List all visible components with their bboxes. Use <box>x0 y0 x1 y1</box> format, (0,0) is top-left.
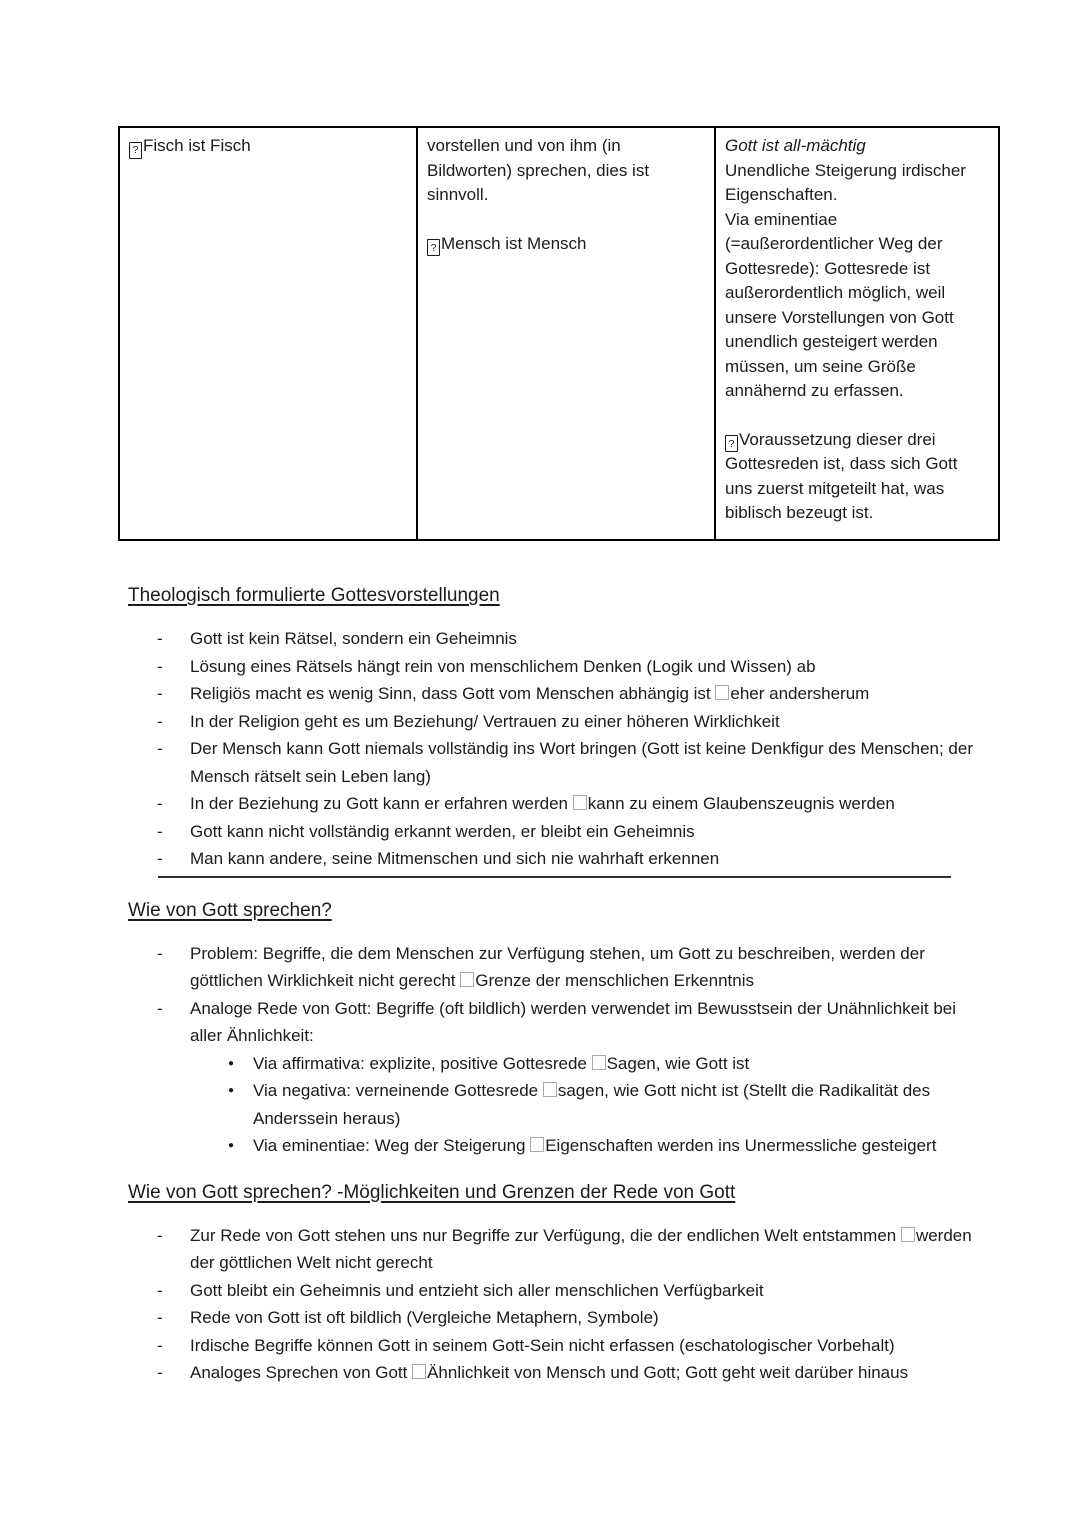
list-item-text: Via negativa: verneinende Gottesrede <box>253 1081 543 1100</box>
table-row <box>119 127 999 540</box>
paragraph <box>725 428 989 526</box>
list-item <box>128 1332 973 1360</box>
bullet-dot-icon: ● <box>228 1140 235 1151</box>
list-item-text: Gott kann nicht vollständig erkannt werden, er bleibt ein Geheimnis <box>190 821 695 841</box>
dash-list-sprechen <box>128 940 973 1160</box>
list-item <box>128 653 973 681</box>
dash-marker-icon: - <box>157 656 163 676</box>
dash-marker-icon: - <box>157 821 163 841</box>
dash-marker-icon: - <box>157 1363 163 1382</box>
paragraph <box>129 134 407 159</box>
list-item-text: Ähnlichkeit von Mensch und Gott; Gott geht weit darüber hinaus <box>427 1363 909 1382</box>
list-item <box>128 1222 973 1277</box>
dash-marker-icon: - <box>157 1335 163 1355</box>
missing-glyph-boxed-question-icon: ? <box>725 435 738 452</box>
list-item-text: Sagen, wie Gott ist <box>606 1053 750 1073</box>
list-item <box>128 818 973 846</box>
list-item-text: Gott bleibt ein Geheimnis und entzieht sich aller menschlichen Verfügbarkeit <box>190 1280 764 1300</box>
paragraph <box>427 232 705 257</box>
dash-marker-icon: - <box>157 998 163 1018</box>
dash-marker-icon: - <box>157 849 163 868</box>
paragraph: Unendliche Steigerung irdischer Eigenschaften. <box>725 160 966 204</box>
missing-glyph-box-icon <box>573 795 587 810</box>
bullet-dot-icon: ● <box>228 1057 235 1069</box>
document-body <box>128 584 973 1387</box>
list-item-text: Zur Rede von Gott stehen uns nur Begriffe zur Verfügung, die der endlichen Welt entstammen <box>190 1225 901 1245</box>
list-item <box>128 940 973 995</box>
dash-marker-icon: - <box>157 629 163 648</box>
list-item <box>128 845 973 873</box>
dash-list-moeglichkeiten <box>128 1222 973 1387</box>
list-item-text: Man kann andere, seine Mitmenschen und sich nie wahrhaft erkennen <box>190 849 720 868</box>
heading-wie-von-gott-sprechen: Wie von Gott sprechen? <box>128 899 332 921</box>
comparison-table <box>118 126 1000 541</box>
missing-glyph-box-icon <box>901 1227 915 1242</box>
list-item-text: Eigenschaften werden ins Unermessliche gesteigert <box>545 1136 937 1155</box>
list-item-text: Via affirmativa: explizite, positive Gottesrede <box>253 1053 592 1073</box>
list-item-text: Analoge Rede von Gott: Begriffe (oft bildlich) werden verwendet im Bewusstsein der Unähnlichkeit bei aller Ähnlichkeit: <box>190 998 957 1045</box>
list-item-text: Religiös macht es wenig Sinn, dass Gott vom Menschen abhängig ist <box>190 684 716 703</box>
list-item-text: sagen, wie Gott nicht ist (Stellt die Radikalität des Anderssein heraus) <box>253 1081 931 1128</box>
bullet-dot-icon: ● <box>228 1085 235 1096</box>
table-cell-vorstellen <box>417 127 715 540</box>
list-item-text: werden der göttlichen Welt nicht gerecht <box>190 1225 972 1272</box>
list-item-text: Via eminentiae: Weg der Steigerung <box>253 1136 531 1155</box>
table-cell-fisch <box>119 127 417 540</box>
dash-list-theologisch <box>128 625 973 873</box>
missing-glyph-boxed-question-icon: ? <box>129 142 142 159</box>
list-item-text: Der Mensch kann Gott niemals vollständig ins Wort bringen (Gott ist keine Denkfigur des Menschen; der Mensch rätselt sein Leben lang) <box>190 739 973 786</box>
list-item <box>128 735 973 790</box>
cell-text: Voraussetzung dieser drei Gottesreden ist, dass sich Gott uns zuerst mitgeteilt hat, was biblisch bezeugt ist. <box>725 429 958 523</box>
divider-line <box>158 876 951 878</box>
list-item-text: In der Religion geht es um Beziehung/ Vertrauen zu einer höheren Wirklichkeit <box>190 711 780 731</box>
missing-glyph-box-icon <box>543 1082 557 1097</box>
list-item <box>128 1277 973 1305</box>
dash-marker-icon: - <box>157 1225 163 1245</box>
list-item-text: In der Beziehung zu Gott kann er erfahren werden <box>190 794 573 813</box>
cell-text: Fisch ist Fisch <box>143 136 251 155</box>
missing-glyph-boxed-question-icon: ? <box>427 239 440 256</box>
dash-marker-icon: - <box>157 794 163 813</box>
dash-marker-icon: - <box>157 711 163 731</box>
dash-marker-icon: - <box>157 739 163 758</box>
cell-text: Mensch ist Mensch <box>441 233 587 253</box>
list-item <box>128 790 973 818</box>
paragraph-italic: Gott ist all-mächtig <box>725 136 866 155</box>
list-item-text: Lösung eines Rätsels hängt rein von menschlichem Denken (Logik und Wissen) ab <box>190 656 816 676</box>
sub-list-item <box>128 1077 973 1132</box>
missing-glyph-box-icon <box>530 1137 544 1152</box>
table-cell-allmaechtig <box>715 127 999 540</box>
missing-glyph-box-icon <box>715 685 729 700</box>
dash-marker-icon: - <box>157 943 163 963</box>
list-item <box>128 995 973 1050</box>
list-item <box>128 1359 973 1387</box>
list-item-text: Irdische Begriffe können Gott in seinem Gott-Sein nicht erfassen (eschatologischer Vorbehalt) <box>190 1335 895 1355</box>
dash-marker-icon: - <box>157 1308 163 1327</box>
list-item-text: kann zu einem Glaubenszeugnis werden <box>587 794 895 813</box>
heading-theologisch: Theologisch formulierte Gottesvorstellungen <box>128 585 500 606</box>
dash-marker-icon: - <box>157 1280 163 1300</box>
heading-moeglichkeiten-grenzen: Wie von Gott sprechen? -Möglichkeiten und Grenzen der Rede von Gott <box>128 1181 736 1203</box>
sub-list-item <box>128 1050 973 1078</box>
list-item-text: eher andersherum <box>730 684 870 703</box>
missing-glyph-box-icon <box>412 1364 426 1379</box>
missing-glyph-box-icon <box>460 972 474 987</box>
list-item <box>128 625 973 653</box>
list-item <box>128 1304 973 1332</box>
paragraph: Via eminentiae (=außerordentlicher Weg der Gottesrede): Gottesrede ist außerordentlich möglich, weil unsere Vorstellungen von Gott unendlich gesteigert werden müssen, um seine Größe annähernd zu erfassen. <box>725 209 954 400</box>
dash-marker-icon: - <box>157 684 163 703</box>
list-item-text: Problem: Begriffe, die dem Menschen zur Verfügung stehen, um Gott zu beschreiben, werden der göttlichen Wirklichkeit nicht gerecht <box>190 943 925 990</box>
paragraph: vorstellen und von ihm (in Bildworten) sprechen, dies ist sinnvoll. <box>427 136 650 204</box>
list-item <box>128 680 973 708</box>
missing-glyph-box-icon <box>592 1055 606 1070</box>
list-item-text: Analoges Sprechen von Gott <box>190 1363 413 1382</box>
list-item <box>128 708 973 736</box>
list-item-text: Grenze der menschlichen Erkenntnis <box>475 971 754 990</box>
sub-list-item <box>128 1132 973 1160</box>
list-item-text: Rede von Gott ist oft bildlich (Vergleiche Metaphern, Symbole) <box>190 1308 659 1327</box>
list-item-text: Gott ist kein Rätsel, sondern ein Geheimnis <box>190 629 517 648</box>
